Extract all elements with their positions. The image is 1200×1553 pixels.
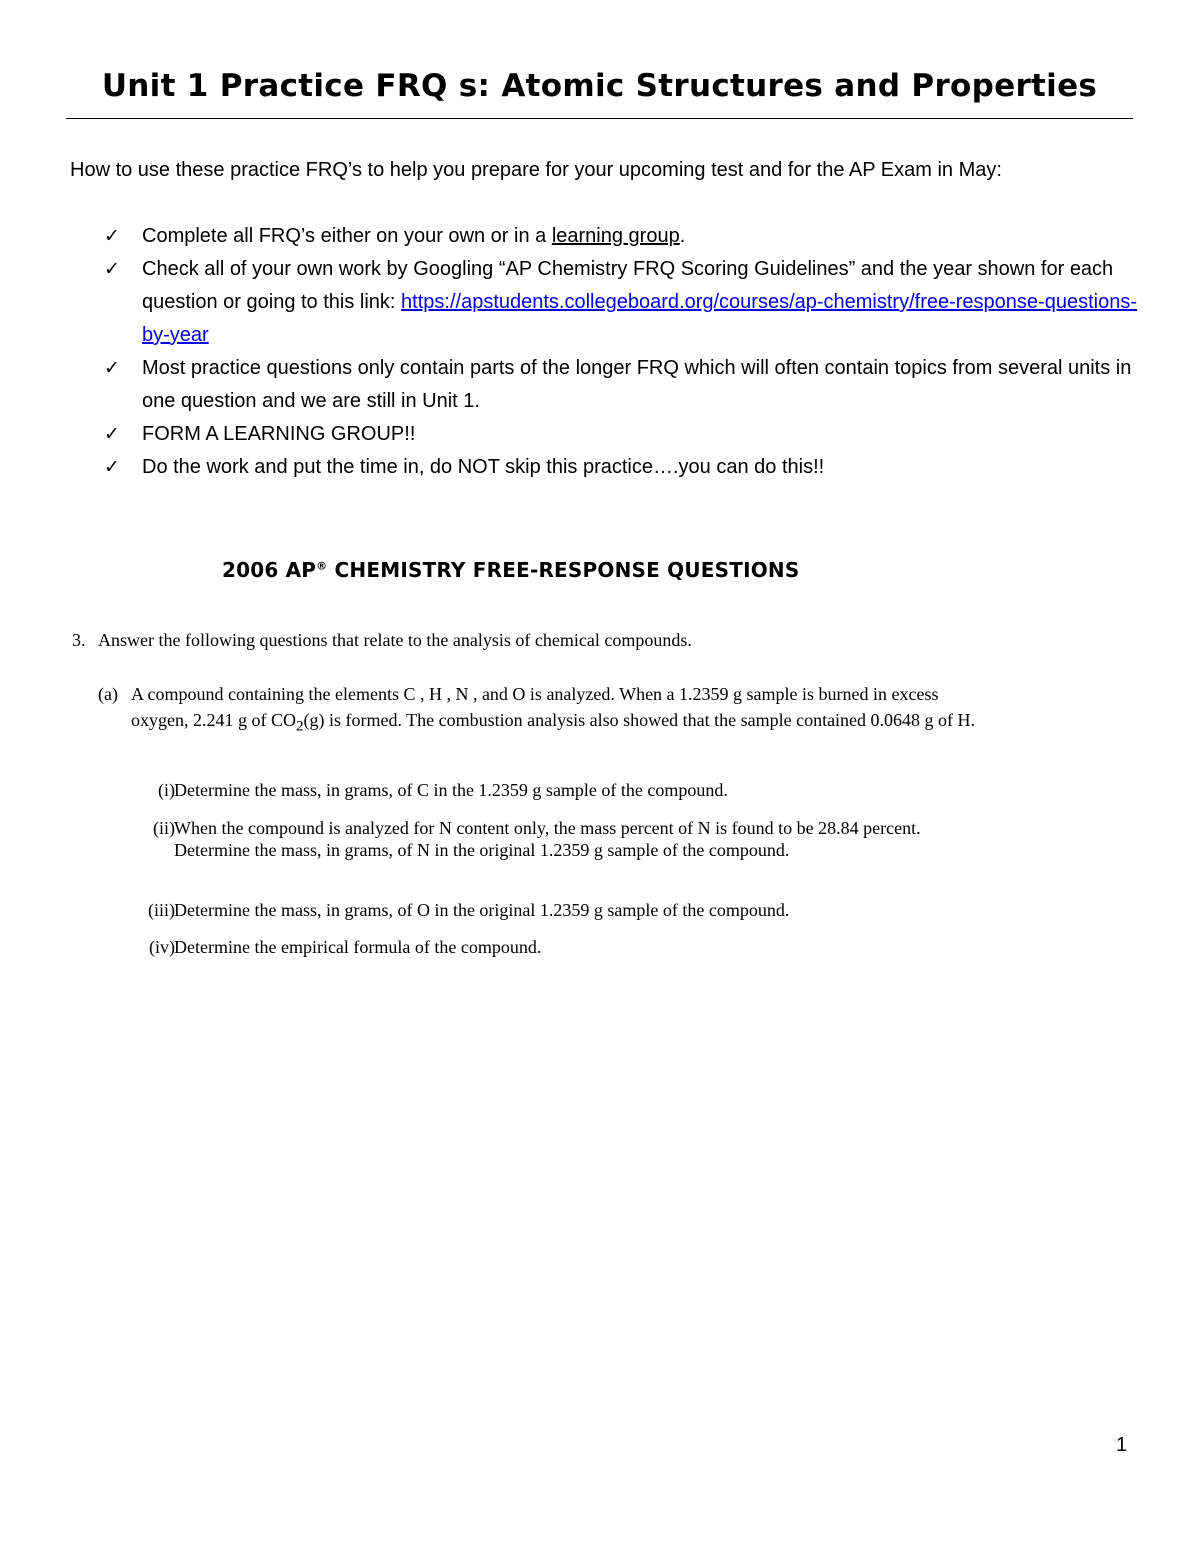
part-a-label: (a) xyxy=(98,684,118,704)
checklist-item xyxy=(70,220,1140,253)
frq-heading-rest: CHEMISTRY FREE-RESPONSE QUESTIONS xyxy=(327,558,800,582)
checklist-item xyxy=(70,253,1140,352)
checklist-item-text: Do the work and put the time in, do NOT skip this practice….you can do this!! xyxy=(142,456,825,478)
title-divider xyxy=(66,118,1133,119)
registered-mark: ® xyxy=(316,559,328,573)
sub-question-label: (iii) xyxy=(148,900,175,920)
frq-heading xyxy=(222,558,799,582)
checkmark-icon: ✓ xyxy=(104,456,120,478)
checkmark-icon: ✓ xyxy=(104,225,120,247)
sub-question-iii xyxy=(135,899,935,921)
checklist-item-text: FORM A LEARNING GROUP!! xyxy=(142,423,416,445)
co2-subscript: 2 xyxy=(296,718,304,735)
sub-question-label: (iv) xyxy=(149,937,175,957)
sub-question-text: Determine the empirical formula of the compound. xyxy=(174,937,542,957)
page-number: 1 xyxy=(1116,1434,1128,1456)
sub-question-text: Determine the mass, in grams, of C in the 1.2359 g sample of the compound. xyxy=(174,780,728,800)
checklist-item-text-end: . xyxy=(679,225,686,247)
part-a xyxy=(98,681,978,740)
sub-question-text: Determine the mass, in grams, of O in the original 1.2359 g sample of the compound. xyxy=(174,900,790,920)
checklist-item xyxy=(70,451,1140,484)
sub-question-label: (ii) xyxy=(153,818,175,838)
question-text: Answer the following questions that relate to the analysis of chemical compounds. xyxy=(98,630,692,650)
intro-text: How to use these practice FRQ’s to help you prepare for your upcoming test and for the AP Exam in May: xyxy=(70,159,1002,181)
checkmark-icon: ✓ xyxy=(104,258,120,280)
part-a-text-2: (g) is formed. The combustion analysis also showed that the sample contained 0.0648 g of H. xyxy=(303,710,976,730)
sub-question-text: When the compound is analyzed for N content only, the mass percent of N is found to be 28.84 percent. Determine the mass, in grams, of N in the original 1.2359 g sample of the compound. xyxy=(174,818,921,860)
sub-question-iv xyxy=(135,936,935,958)
checkmark-icon: ✓ xyxy=(104,423,120,445)
checklist-item xyxy=(70,352,1140,418)
frq-heading-year: 2006 AP xyxy=(222,558,317,582)
part-a-text-1: A compound containing the elements C , H , N , and O is analyzed. When a 1.2359 g sample is burned in excess oxygen, 2.241 g of CO xyxy=(131,684,939,730)
checklist-item-text: Most practice questions only contain parts of the longer FRQ which will often contain topics from several units in one question and we are still in Unit 1. xyxy=(142,357,1132,412)
question-3 xyxy=(72,627,1072,653)
checklist-item xyxy=(70,418,1140,451)
scoring-guidelines-link[interactable]: https://apstudents.collegeboard.org/courses/ap-chemistry/free-response-questions-by-year xyxy=(142,291,1137,346)
checkmark-icon: ✓ xyxy=(104,357,120,379)
page-title: Unit 1 Practice FRQ s: Atomic Structures and Properties xyxy=(101,68,1098,104)
instruction-checklist xyxy=(70,220,1140,484)
learning-group-underlined: learning group xyxy=(551,225,680,247)
checklist-item-text: Check all of your own work by Googling “AP Chemistry FRQ Scoring Guidelines” and the year shown for each question or going to this link: xyxy=(142,258,1114,313)
part-a-text xyxy=(131,681,978,740)
sub-question-ii xyxy=(135,817,935,861)
checklist-item-text: Complete all FRQ’s either on your own or in a xyxy=(142,225,552,247)
question-number: 3. xyxy=(72,630,86,650)
sub-question-i xyxy=(135,779,935,801)
sub-question-label: (i) xyxy=(158,780,175,800)
